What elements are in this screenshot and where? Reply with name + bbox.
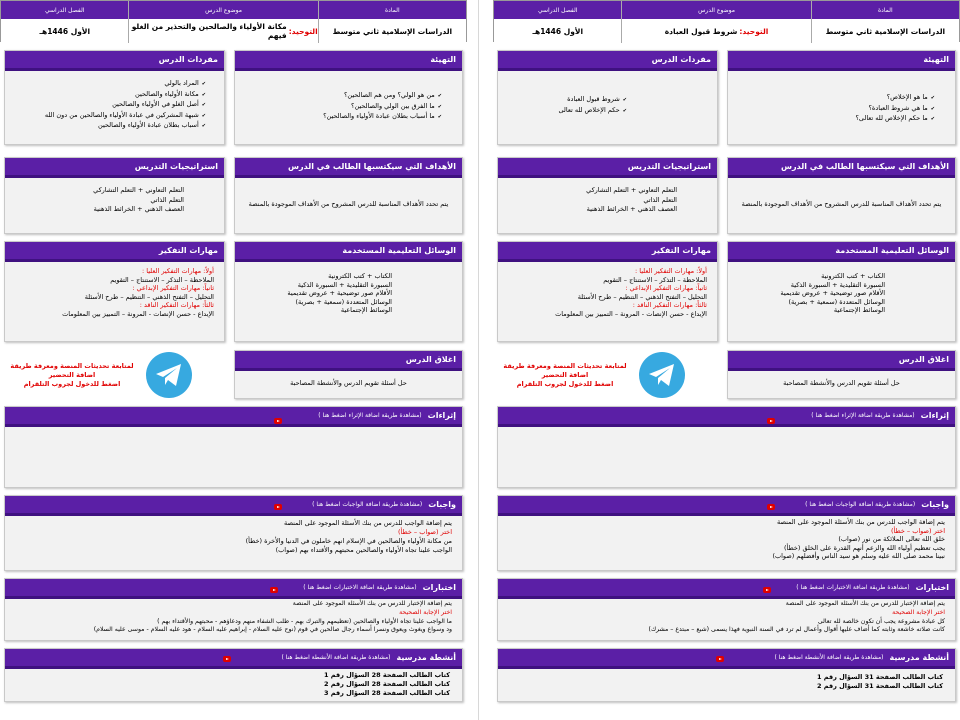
tools-body [728,262,955,319]
thinking-box [497,241,718,342]
header-table [493,0,960,42]
strategy-line: التعلم الذاتي [643,195,677,204]
thinking-line: الملاحظة – التذكر – الاستنتاج – التقويم [603,275,707,284]
list-item: ✔ المراد بالولي [15,79,206,90]
list-item: ✔ حكم الإخلاص لله تعالى [508,106,627,117]
youtube-icon[interactable] [763,587,771,593]
tests-header [5,579,462,599]
tests-box [497,578,956,641]
tools-line: الوسائل المتعددة (سمعية + بصرية) [788,297,885,306]
tests-title: اختبارات [915,583,949,592]
homework-line: الواجب علينا تجاه الأولياء والصالحين محبتهم والأقتداء بهم (صواب) [275,546,452,554]
activities-box [4,648,463,702]
goals-title: الأهداف التي سيكتسبها الطالب في الدرس [728,158,955,178]
enrich-link[interactable]: (مشاهدة طريقة اضافة الإثراء اضغط هنا ) [318,412,422,419]
activity-line: كتاب الطالب الصفحة 31 السؤال رقم 1 [816,673,943,681]
tools-line: الأقلام صور توضيحية + عروض تقديمية [780,289,885,297]
tests-title: اختبارات [422,583,456,592]
homework-line: خلق الله تعالى الملائكة من نور (صواب) [838,535,945,544]
page-divider [478,0,479,720]
thinking-box [4,241,225,342]
closing-box [234,350,463,399]
homework-title: واجبات [428,500,456,509]
header-topic-label: موضوع الدرس [128,1,317,19]
activities-link[interactable]: (مشاهدة طريقة اضافة الأنشطة اضغط هنا ) [774,654,884,661]
tools-line: الكتاب + كتب الكترونية [821,272,885,280]
youtube-icon[interactable] [716,656,724,662]
strategy-line: العصف الذهني + الخرائط الذهنية [93,205,184,213]
activity-line: كتاب الطالب الصفحة 31 السؤال رقم 2 [816,682,943,690]
homework-link[interactable]: (مشاهدة طريقة اضافة الواجبات اضغط هنا ) [805,501,916,508]
tests-header [498,579,955,599]
tests-intro: يتم إضافة الإختبار للدرس من بنك الأسئلة الموجود على المنصة [292,600,452,607]
strategies-title: استراتيجيات التدريس [5,158,224,178]
homework-body [5,516,462,559]
tests-body [5,599,462,639]
thinking-body [5,262,224,323]
list-item: ✔ ما الفرق بين الولي والصالحين؟ [245,102,442,113]
activity-line: كتاب الطالب الصفحة 28 السؤال رقم 1 [323,671,450,679]
header-subject-value: الدراسات الإسلامية ثاني متوسط [811,19,959,43]
activity-line: كتاب الطالب الصفحة 28 السؤال رقم 3 [323,689,450,697]
goals-title: الأهداف التي سيكتسبها الطالب في الدرس [235,158,462,178]
telegram-icon[interactable] [146,352,192,398]
homework-box [4,495,463,571]
homework-choose: اختر (صواب – خطأ) [397,528,452,536]
header-subject-value: الدراسات الإسلامية ثاني متوسط [318,19,466,43]
tools-line: السبورة التقليدية + السبورة الذكية [297,280,392,289]
header-term-value: الأول 1446هـ [532,26,584,36]
tests-body [498,599,955,639]
goals-box [727,157,956,234]
telegram-text-line: لمتابعة تحديثات المنصة ومعرفة طريقة اضافة التحضير [503,362,627,379]
homework-choose: اختر (صواب – خطأ) [890,526,945,535]
tests-line: ود وسواع ويغوث ويعوق ونسرا أسماء رجال صالحين في قوم (نوح عليه السلام - إبراهيم عليه السلام - هود عليه السلام - موسى عليه السلام) [93,626,452,634]
enrich-header [5,407,462,427]
tools-line: الوسائط الإجتماعية [833,306,885,314]
enrich-link[interactable]: (مشاهدة طريقة اضافة الإثراء اضغط هنا ) [811,412,915,419]
tests-link[interactable]: (مشاهدة طريقة اضافة الاختبارات اضغط هنا ) [796,584,910,591]
homework-box [497,495,956,571]
youtube-icon[interactable] [223,656,231,662]
closing-text: حل أسئلة تقويم الدرس والأنشطة المصاحبة [783,379,900,388]
tawheed-label: التوحيد: [739,26,769,36]
activity-line: كتاب الطالب الصفحة 28 السؤال رقم 2 [323,680,450,688]
thinking-heading: ثانياً: مهارات التفكير الإبداعي : [132,284,214,293]
tests-intro: يتم إضافة الإختبار للدرس من بنك الأسئلة الموجود على المنصة [785,600,945,607]
strategies-box [4,157,225,234]
telegram-text-line: اضغط للدخول لجروب التلقرام [516,380,614,388]
tests-choose: اختر الإجابة الصحيحة [399,608,452,616]
thinking-line: الملاحظة – التذكر – الاستنتاج – التقويم [110,275,214,284]
strategy-line: التعلم التعاوني + التعلم التشاركي [93,186,184,194]
activities-body [5,669,462,702]
enrich-box [4,406,463,488]
goals-text: يتم تحدد الأهداف المناسبة للدرس المشروح من الأهداف الموجودة بالمنصة [248,200,449,209]
list-item: ✔ ما هو الإخلاص؟ [738,93,935,104]
strategies-box [497,157,718,234]
telegram-link[interactable] [495,362,635,389]
warmup-box [234,50,463,145]
list-item: ✔ مكانة الأولياء والصالحين [15,90,206,101]
lesson-plan-page-left [0,0,467,720]
closing-box [727,350,956,399]
activities-header [5,649,462,669]
thinking-title: مهارات التفكير [5,242,224,262]
youtube-icon[interactable] [767,504,775,510]
thinking-line: التحليل – التفتح الذهني – التنظيم – طرح الأسئلة [84,292,214,301]
strategies-body [5,178,224,219]
vocab-box [497,50,718,145]
strategy-line: التعلم التعاوني + التعلم التشاركي [586,186,677,194]
header-topic-label: موضوع الدرس [621,1,810,19]
activities-title: أنشطة مدرسية [396,653,456,662]
activities-box [497,648,956,702]
strategies-title: استراتيجيات التدريس [498,158,717,178]
warmup-box [727,50,956,145]
homework-line: نبينا محمد صلى الله عليه وسلم هو سيد الناس وأفضلهم (صواب) [772,552,945,561]
thinking-title: مهارات التفكير [498,242,717,262]
activities-header [498,649,955,669]
telegram-text-line: اضغط للدخول لجروب التلقرام [23,380,121,388]
enrich-box [497,406,956,488]
homework-header [5,496,462,516]
lesson-plan-page-right [493,0,960,720]
tools-line: الأقلام صور توضيحية + عروض تقديمية [287,289,392,297]
vocab-box [4,50,225,145]
tests-line: كانت صلاته خاشعة وثابته كما أضاف عليها أقوال وأعمال لم ترد في السنة النبوية فهذا يسمى (شيع – مبتدع – مشرك) [648,626,945,634]
header-topic-cell [128,19,317,43]
tools-body [235,262,462,319]
thinking-heading: ثانياً: مهارات التفكير الإبداعي : [625,284,707,293]
header-term-label: الفصل الدراسي [45,6,85,14]
list-item: ✔ ما أسباب بطلان عبادة الأولياء والصالحين؟ [245,112,442,123]
list-item: ✔ من هو الولي؟ ومن هم الصالحين؟ [245,91,442,102]
header-term-value: الأول 1446هـ [39,26,91,36]
homework-line: من مكانة الأولياء والصالحين في الإسلام انهم خاملون في الدنيا والأخرة (خطأ) [245,537,452,545]
header-term-label: الفصل الدراسي [538,6,578,14]
closing-title: اغلاق الدرس [728,351,955,371]
enrich-title: إثراءات [920,411,949,420]
header-topic-cell [621,19,810,43]
activities-link[interactable]: (مشاهدة طريقة اضافة الأنشطة اضغط هنا ) [281,654,391,661]
tawheed-label: التوحيد: [288,26,318,36]
page-gap [467,0,493,720]
telegram-text-line: لمتابعة تحديثات المنصة ومعرفة طريقة اضافة التحضير [10,362,134,379]
tools-title: الوسائل التعليمية المستخدمة [728,242,955,262]
tools-line: الوسائل المتعددة (سمعية + بصرية) [295,297,392,306]
youtube-icon[interactable] [274,418,282,424]
telegram-icon[interactable] [639,352,685,398]
vocab-title: مفردات الدرس [5,51,224,71]
tools-box [234,241,463,342]
warmup-title: التهيئة [235,51,462,71]
homework-intro: يتم إضافة الواجب للدرس من بنك الأسئلة الموجود على المنصة [283,519,452,527]
vocab-title: مفردات الدرس [498,51,717,71]
tools-box [727,241,956,342]
thinking-heading: ثالثاً: مهارات التفكير الناقد : [632,301,707,310]
enrich-header [498,407,955,427]
tests-link[interactable]: (مشاهدة طريقة اضافة الاختبارات اضغط هنا ) [303,584,417,591]
strategy-line: العصف الذهني + الخرائط الذهنية [586,205,677,213]
closing-title: اغلاق الدرس [235,351,462,371]
warmup-list [235,71,462,127]
tests-line: ما الواجب علينا تجاه الأولياء والصالحين (تعظيمهم والتبرك بهم - طلب الشفاء منهم ودعاؤهم - محبتهم والأقتداء بهم ) [157,617,452,625]
tools-title: الوسائل التعليمية المستخدمة [235,242,462,262]
tests-choose: اختر الإجابة الصحيحة [892,608,945,616]
list-item: ✔ شروط قبول العبادة [508,95,627,106]
tools-line: الوسائط الإجتماعية [340,306,392,314]
warmup-list [728,71,955,129]
enrich-title: إثراءات [427,411,456,420]
tests-line: كل عبادة مشروعة يجب أن تكون خالصة لله تعالى [817,617,945,625]
header-subject-label: المادة [318,1,466,19]
telegram-link[interactable] [2,362,142,389]
youtube-icon[interactable] [270,587,278,593]
thinking-line: الإبداع - حسن الإنصات - المرونة – التمييز بين المعلومات [62,309,214,318]
homework-link[interactable]: (مشاهدة طريقة اضافة الواجبات اضغط هنا ) [312,501,423,508]
list-item: ✔ أسباب بطلان عبادة الأولياء والصالحين [15,121,206,132]
homework-line: يجب تعظيم أولياء الله والزعم أنهم القدرة على الخلق (خطأ) [784,543,945,552]
homework-header [498,496,955,516]
thinking-heading: أولاً: مهارات التفكير العليا : [141,267,214,275]
activities-body [498,669,955,695]
homework-intro: يتم إضافة الواجب للدرس من بنك الأسئلة الموجود على المنصة [776,518,945,526]
goals-text: يتم تحدد الأهداف المناسبة للدرس المشروح من الأهداف الموجودة بالمنصة [741,200,942,209]
thinking-line: التحليل – التفتح الذهني – التنظيم – طرح الأسئلة [577,292,707,301]
tests-box [4,578,463,641]
strategy-line: التعلم الذاتي [150,195,184,204]
vocab-list [498,71,717,120]
activities-title: أنشطة مدرسية [889,653,949,662]
strategies-body [498,178,717,219]
homework-body [498,516,955,565]
header-topic-value: مكانة الأولياء والصالحين والتحذير من الغلو فيهم [131,22,287,40]
thinking-heading: ثالثاً: مهارات التفكير الناقد : [139,301,214,310]
list-item: ✔ أصل الغلو في الأولياء والصالحين [15,100,206,111]
thinking-body [498,262,717,323]
youtube-icon[interactable] [274,504,282,510]
closing-text: حل أسئلة تقويم الدرس والأنشطة المصاحبة [290,379,407,388]
thinking-line: الإبداع - حسن الإنصات - المرونة – التمييز بين المعلومات [555,309,707,318]
vocab-list [5,71,224,136]
tools-line: السبورة التقليدية + السبورة الذكية [790,280,885,289]
thinking-heading: أولاً: مهارات التفكير العليا : [634,267,707,275]
goals-box [234,157,463,234]
warmup-title: التهيئة [728,51,955,71]
youtube-icon[interactable] [767,418,775,424]
tools-line: الكتاب + كتب الكترونية [328,272,392,280]
list-item: ✔ ما هي شروط العبادة؟ [738,104,935,115]
header-table [0,0,467,42]
header-topic-value: شروط قبول العبادة [664,26,738,36]
header-subject-label: المادة [811,1,959,19]
homework-title: واجبات [921,500,949,509]
list-item: ✔ ما حكم الإخلاص لله تعالى؟ [738,114,935,125]
list-item: ✔ شبهة المشركين في عبادة الأولياء والصالحين من دون الله [15,111,206,122]
